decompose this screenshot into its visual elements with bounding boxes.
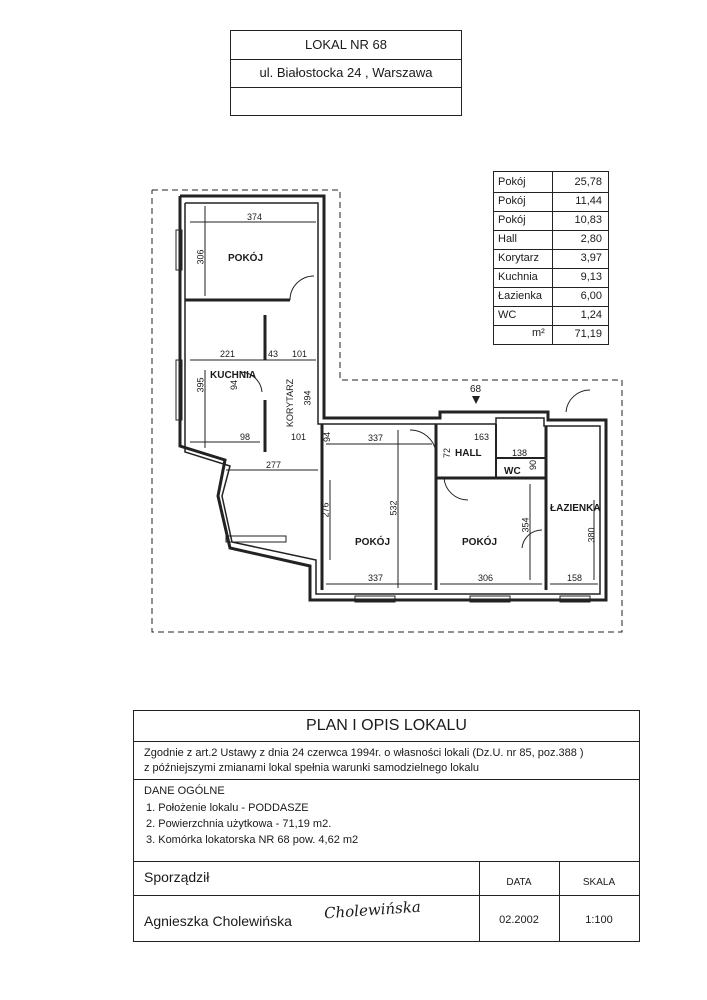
room-wc: WC (504, 466, 521, 477)
area-total: 71,19 (574, 328, 602, 340)
area-row-value: 11,44 (575, 195, 602, 207)
scale-value: 1:100 (585, 914, 613, 926)
dim-label: 337 (368, 433, 384, 443)
date-value: 02.2002 (499, 914, 539, 926)
description-box (133, 710, 640, 942)
header-title: LOKAL NR 68 (305, 37, 387, 52)
area-row-value: 2,80 (580, 233, 602, 245)
date-label: DATA (506, 877, 532, 888)
dim-label: 72 (442, 447, 453, 459)
room-pokoj-right: POKÓJ (462, 537, 498, 548)
dim-label: 532 (388, 500, 399, 516)
prepared-label: Sporządził (144, 869, 210, 885)
dim-label: 163 (474, 432, 490, 442)
dim-label: 306 (478, 573, 494, 583)
dim-label: 94 (322, 431, 333, 443)
room-lazienka: ŁAZIENKA (550, 503, 601, 514)
dim-label: 221 (220, 349, 236, 359)
area-row-name: Kuchnia (498, 271, 538, 283)
area-row-name: Hall (498, 233, 517, 245)
dim-label: 101 (291, 432, 307, 442)
area-row-value: 10,83 (574, 214, 602, 226)
room-pokoj-mid: POKÓJ (355, 537, 391, 548)
dim-label: 306 (195, 249, 206, 265)
dim-label: 354 (520, 517, 531, 533)
author-name: Agnieszka Cholewińska (144, 913, 292, 929)
header-address: ul. Białostocka 24 , Warszawa (259, 65, 433, 80)
dim-label: 101 (292, 349, 308, 359)
dim-label: 158 (567, 573, 583, 583)
dim-label: 90 (528, 459, 539, 471)
area-row-value: 1,24 (580, 309, 602, 321)
unit-number: 68 (470, 384, 482, 395)
room-korytarz: KORYTARZ (285, 378, 296, 428)
dim-label: 380 (586, 527, 597, 543)
area-row-value: 25,78 (574, 176, 602, 188)
legal-line-1: Zgodnie z art.2 Ustawy z dnia 24 czerwca 1994r. o własności lokali (Dz.U. nr 85, poz.388 ) (144, 747, 584, 759)
dim-label: 138 (512, 448, 528, 458)
roof-outline (152, 190, 622, 632)
dim-label: 374 (247, 212, 263, 222)
area-row-name: Pokój (498, 214, 526, 226)
area-row-name: Korytarz (498, 252, 539, 264)
dim-label: 98 (240, 432, 251, 442)
signature: Cholewińska (323, 897, 422, 923)
description-title: PLAN I OPIS LOKALU (306, 717, 467, 734)
area-row-name: Pokój (498, 195, 526, 207)
dim-label: 394 (302, 390, 313, 406)
general-item-3: 3. Komórka lokatorska NR 68 pow. 4,62 m2 (146, 834, 359, 846)
legal-line-2: z późniejszymi zmianami lokal spełnia warunki samodzielnego lokalu (144, 762, 480, 774)
room-kuchnia: KUCHNIA (210, 370, 257, 381)
room-hall: HALL (455, 448, 482, 459)
dim-label: 277 (266, 460, 282, 470)
area-unit: m² (532, 327, 545, 339)
dim-label: 337 (368, 573, 384, 583)
dim-label: 276 (320, 502, 331, 518)
dim-label: 43 (268, 349, 279, 359)
room-pokoj-top: POKÓJ (228, 253, 264, 264)
general-item-1: 1. Położenie lokalu - PODDASZE (146, 802, 309, 814)
area-row-value: 3,97 (580, 252, 602, 264)
dim-label: 94 (229, 379, 240, 391)
area-row-value: 9,13 (580, 271, 602, 283)
scale-label: SKALA (582, 877, 616, 888)
general-item-2: 2. Powierzchnia użytkowa - 71,19 m2. (146, 818, 332, 830)
area-row-name: WC (498, 309, 517, 321)
area-row-value: 6,00 (580, 290, 602, 302)
area-row-name: Pokój (498, 176, 526, 188)
dim-label: 395 (195, 377, 206, 393)
area-row-name: Łazienka (498, 290, 543, 302)
section-title: DANE OGÓLNE (144, 785, 225, 797)
